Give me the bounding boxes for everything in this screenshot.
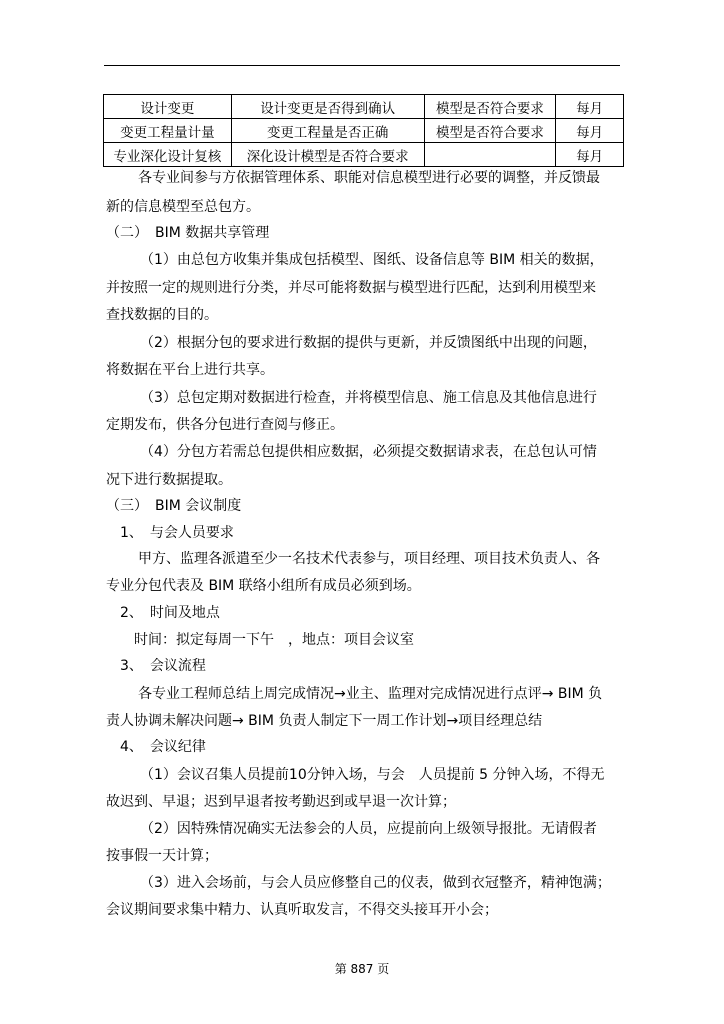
body-line: 时间：拟定每周一下午 ，地点：项目会议室	[134, 632, 414, 648]
table-cell: 深化设计模型是否符合要求	[231, 143, 424, 167]
subsection-heading: 2、 时间及地点	[120, 605, 220, 621]
table-cell: 专业深化设计复核	[104, 143, 232, 167]
table-cell: 变更工程量是否正确	[231, 119, 424, 143]
subsection-heading: 3、 会议流程	[120, 658, 206, 674]
body-line: （3）进入会场前，与会人员应修整自己的仪表，做到衣冠整齐，精神饱满；	[140, 875, 611, 891]
body-line: （2）因特殊情况确实无法参会的人员，应提前向上级领导报批。无请假者	[140, 821, 597, 837]
section-heading: （三） BIM 会议制度	[106, 498, 242, 514]
body-line: 责人协调未解决问题→ BIM 负责人制定下一周工作计划→项目经理总结	[106, 713, 543, 729]
body-line: 会议期间要求集中精力、认真听取发言，不得交头接耳开小会；	[106, 902, 498, 918]
body-line: 各专业工程师总结上周完成情况→业主、监理对完成情况进行点评→ BIM 负	[138, 686, 603, 702]
body-line: 并按照一定的规则进行分类，并尽可能将数据与模型进行匹配，达到利用模型来	[106, 280, 596, 296]
subsection-heading: 1、 与会人员要求	[120, 525, 234, 541]
table-cell: 每月	[556, 143, 624, 167]
table-row	[104, 119, 624, 143]
body-line: 定期发布，供各分包进行查阅与修正。	[106, 417, 344, 433]
body-line: 甲方、监理各派遣至少一名技术代表参与，项目经理、项目技术负责人、各	[138, 551, 600, 567]
body-line: 各专业间参与方依据管理体系、职能对信息模型进行必要的调整，并反馈最	[138, 170, 600, 186]
body-line: （3）总包定期对数据进行检查，并将模型信息、施工信息及其他信息进行	[140, 390, 597, 406]
table-row	[104, 143, 624, 167]
body-line: 专业分包代表及 BIM 联络小组所有成员必须到场。	[106, 578, 421, 594]
table-cell: 模型是否符合要求	[424, 95, 556, 119]
body-line: 故迟到、早退；迟到早退者按考勤迟到或早退一次计算；	[106, 794, 456, 810]
body-line: 新的信息模型至总包方。	[106, 199, 260, 215]
body-line: （4）分包方若需总包提供相应数据，必须提交数据请求表，在总包认可情	[140, 444, 597, 460]
body-line: （1）会议召集人员提前10分钟入场，与会 人员提前 5 分钟入场，不得无	[140, 767, 605, 783]
table-cell: 设计变更是否得到确认	[231, 95, 424, 119]
section-heading: （二） BIM 数据共享管理	[106, 225, 270, 241]
table-cell	[424, 143, 556, 167]
page-number: 第 887 页	[334, 962, 390, 976]
table-cell: 设计变更	[104, 95, 232, 119]
table-cell: 每月	[556, 119, 624, 143]
table-cell: 变更工程量计量	[104, 119, 232, 143]
review-table	[103, 94, 624, 167]
header-rule	[104, 65, 620, 66]
body-line: （1）由总包方收集并集成包括模型、图纸、设备信息等 BIM 相关的数据，	[140, 252, 604, 268]
body-line: 将数据在平台上进行共享。	[106, 362, 274, 378]
body-line: （2）根据分包的要求进行数据的提供与更新，并反馈图纸中出现的问题，	[140, 335, 597, 351]
table-cell: 每月	[556, 95, 624, 119]
table-row	[104, 95, 624, 119]
body-line: 按事假一天计算；	[106, 848, 218, 864]
table-cell: 模型是否符合要求	[424, 119, 556, 143]
subsection-heading: 4、 会议纪律	[120, 739, 206, 755]
body-line: 况下进行数据提取。	[106, 472, 232, 488]
body-line: 查找数据的目的。	[106, 307, 218, 323]
